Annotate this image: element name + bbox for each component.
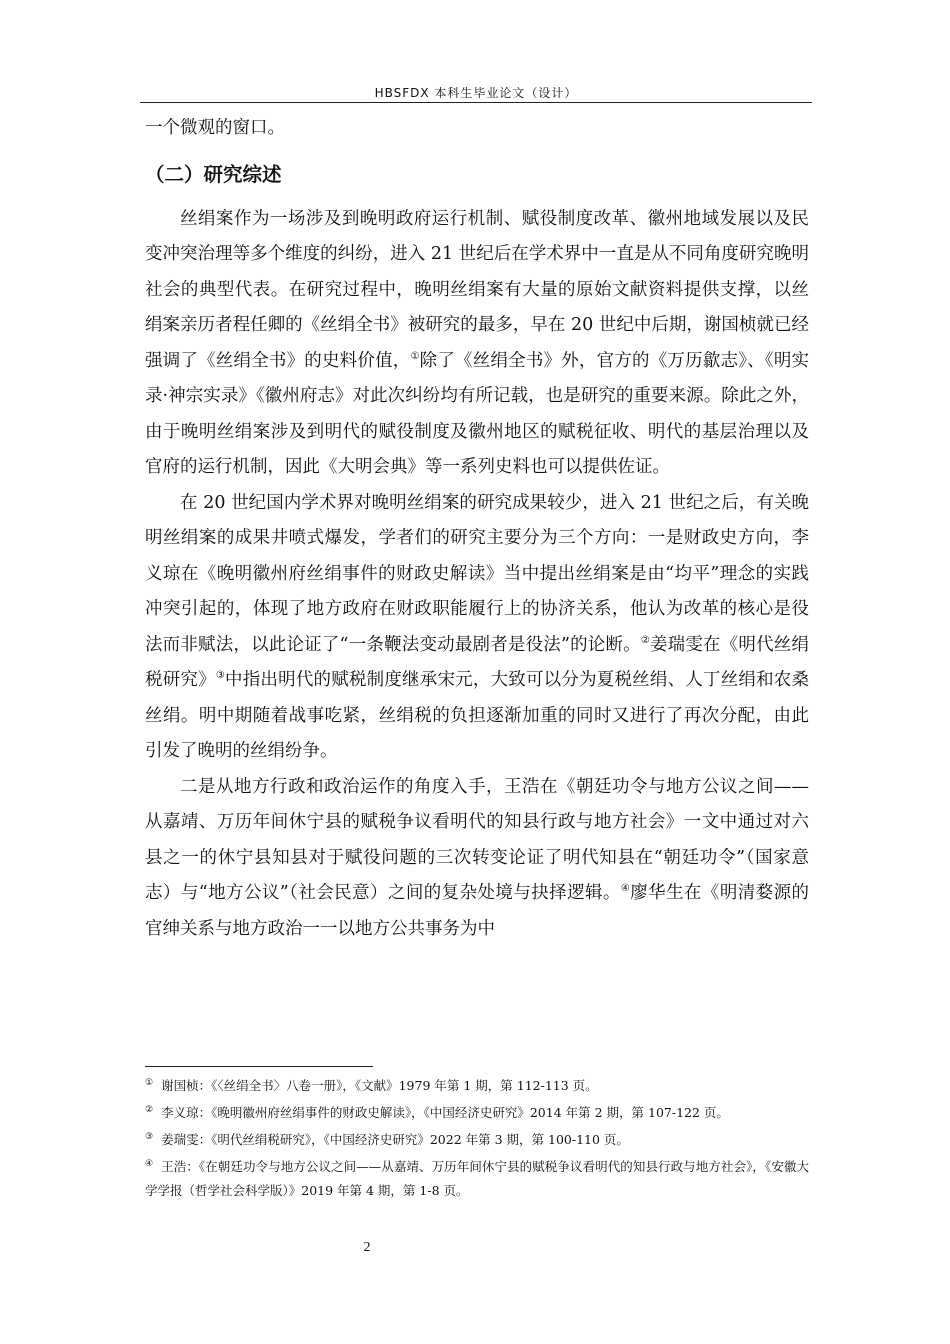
paragraph-1-text-b: 除了《丝绢全书》外，官方的《万历歙志》、《明实录·神宗实录》《徽州府志》对此次纠纷均有所记载，也是研究的重要来源。除此之外，由于晚明丝绢案涉及到明代的赋役制度及徽州地区的赋税征收、明代的基层治理以及官府的运行机制，因此《大明会典》等一系列史料也可以提供佐证。	[145, 350, 810, 477]
main-text	[145, 111, 809, 947]
footnote-1	[145, 1074, 809, 1098]
paragraph-3-text-b: 廖华生在《明清婺源的官绅关系与地方政治一一以地方公共事务为中	[145, 883, 809, 939]
footnote-mark: ③	[145, 1131, 154, 1142]
footnote-mark: ④	[145, 1158, 154, 1169]
footnote-ref-2[interactable]: ②	[640, 634, 650, 646]
paragraph-3-text-a: 二是从地方行政和政治运作的角度入手，王浩在《朝廷功令与地方公议之间——从嘉靖、万历年间休宁县的赋税争议看明代的知县行政与地方社会》一文中通过对六县之一的休宁县知县对于赋役问题的三次转变论证了明代知县在“朝廷功令”（国家意志）与“地方公议”（社会民意）之间的复杂处境与抉择逻辑。	[145, 776, 809, 903]
footnote-text: 李义琼：《晚明徽州府丝绢事件的财政史解读》，《中国经济史研究》2014 年第 2 期，第 107-122 页。	[161, 1105, 729, 1120]
paragraph-2	[145, 486, 809, 770]
footnote-text: 王浩：《在朝廷功令与地方公议之间——从嘉靖、万历年间休宁县的赋税争议看明代的知县行政与地方社会》，《安徽大学学报（哲学社会科学版）》2019 年第 4 期，第 1-8 页。	[145, 1159, 809, 1198]
footnotes	[145, 1074, 809, 1206]
footnote-text: 谢国桢：《〈丝绢全书〉八卷一册》，《文献》1979 年第 1 期，第 112-113 页。	[161, 1078, 598, 1093]
footnote-separator	[145, 1066, 373, 1067]
continuation-paragraph: 一个微观的窗口。	[145, 118, 285, 138]
footnote-ref-4[interactable]: ④	[620, 883, 631, 895]
paragraph-2-text-c: 中指出明代的赋税制度继承宋元，大致可以分为夏税丝绢、人丁丝绢和农桑丝绢。明中期随着战事吃紧，丝绢税的负担逐渐加重的同时又进行了再次分配，由此引发了晚明的丝绢纷争。	[145, 670, 810, 761]
footnote-2	[145, 1101, 809, 1125]
footnote-3	[145, 1128, 809, 1152]
footnote-ref-3[interactable]: ③	[215, 670, 225, 682]
paragraph-3	[145, 770, 809, 948]
footnote-mark: ①	[145, 1077, 154, 1088]
paragraph-1	[145, 202, 809, 486]
section-heading: （二）研究综述	[145, 162, 282, 186]
footnote-text: 姜瑞雯：《明代丝绢税研究》，《中国经济史研究》2022 年第 3 期，第 100-110 页。	[161, 1132, 629, 1147]
header-rule	[140, 102, 812, 103]
footnote-ref-1[interactable]: ①	[410, 350, 420, 362]
page-number: 2	[363, 1240, 371, 1255]
paragraph-2-text-b: 姜瑞雯在《明代丝绢税研究》	[145, 634, 809, 690]
paragraph-1-text-a: 丝绢案作为一场涉及到晚明政府运行机制、赋役制度改革、徽州地域发展以及民变冲突治理等多个维度的纠纷，进入 21 世纪后在学术界中一直是从不同角度研究晚明社会的典型代表。在研究过程中，晚明丝绢案有大量的原始文献资料提供支撑，以丝绢案亲历者程任卿的《丝绢全书》被研究的最多，早在 20 世纪中后期，谢国桢就已经强调了《丝绢全书》的史料价值，	[145, 208, 809, 371]
footnote-mark: ②	[145, 1104, 154, 1115]
running-header: HBSFDX 本科生毕业论文（设计）	[374, 86, 578, 100]
footnote-4	[145, 1155, 809, 1203]
paragraph-2-text-a: 在 20 世纪国内学术界对晚明丝绢案的研究成果较少，进入 21 世纪之后，有关晚明丝绢案的成果井喷式爆发，学者们的研究主要分为三个方向：一是财政史方向，李义琼在《晚明徽州府丝绢事件的财政史解读》当中提出丝绢案是由“均平”理念的实践冲突引起的，体现了地方政府在财政职能履行上的协济关系，他认为改革的核心是役法而非赋法，以此论证了“一条鞭法变动最剧者是役法”的论断。	[145, 492, 809, 655]
